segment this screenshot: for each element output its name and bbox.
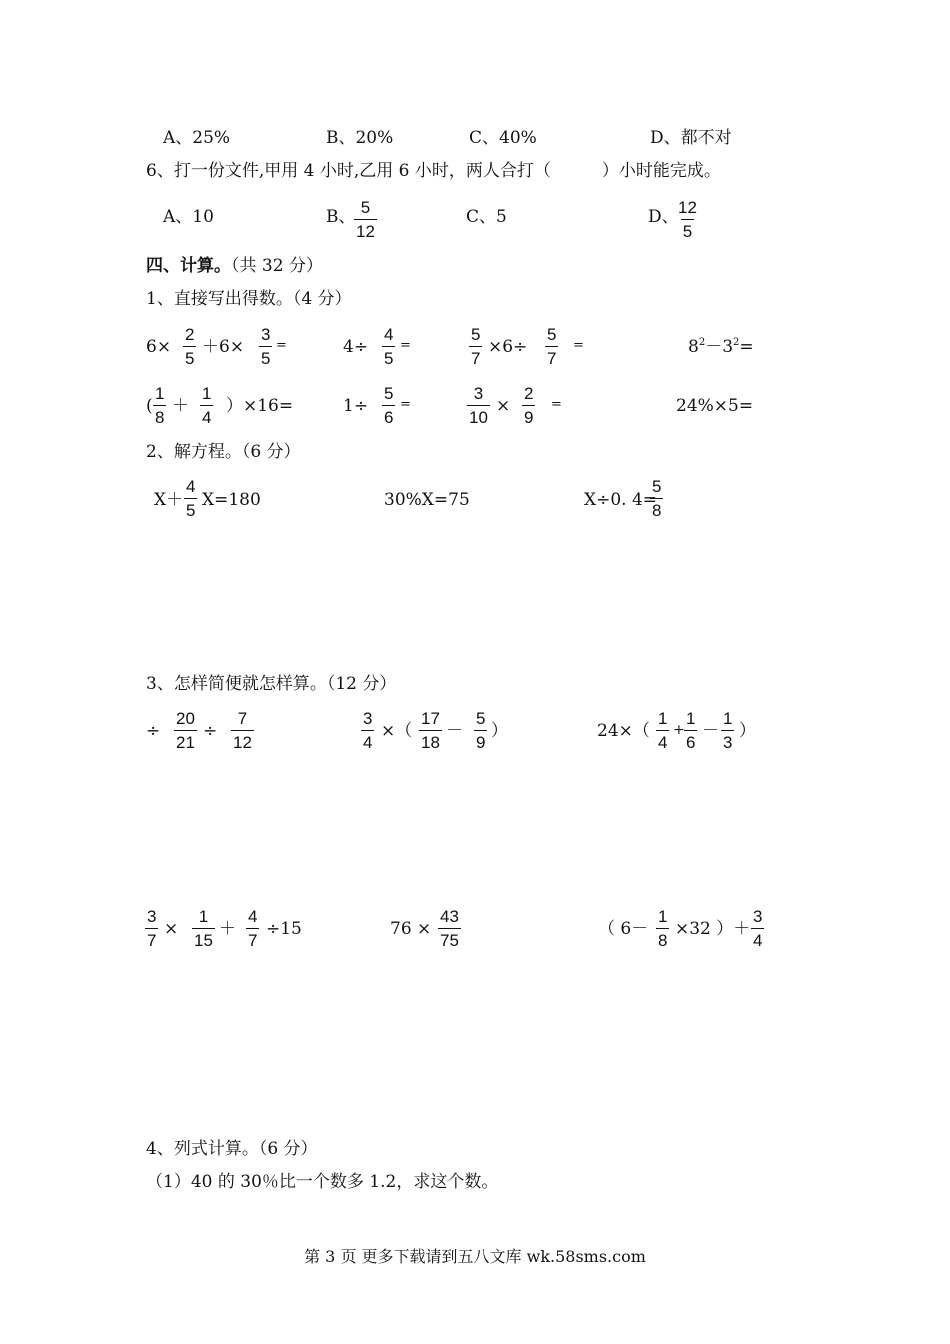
p1-r2-e2-fraction (382, 385, 395, 426)
numerator: 1 (658, 709, 668, 728)
denominator: 4 (656, 730, 669, 751)
p2-e1-fraction (184, 478, 197, 519)
p2-e3-fraction (650, 478, 663, 519)
part1-title: 1、直接写出得数。（4 分） (146, 289, 352, 309)
denominator: 8 (650, 498, 663, 519)
p1-r1-e2-fraction (382, 326, 395, 367)
numerator: 3 (753, 907, 763, 926)
numerator: 1 (198, 907, 209, 926)
denominator: 10 (467, 405, 490, 426)
p1-r1-e1-text2: ＋6× (202, 337, 245, 357)
p3-r2-e3-text1: （ 6－ (598, 919, 649, 939)
denominator: 5 (681, 219, 694, 240)
p3-r1-e1-text1: ÷ (146, 721, 161, 741)
q6-question: 6、打一份文件,甲用 4 小时,乙用 6 小时，两人合打（ ）小时能完成。 (146, 161, 721, 181)
exponent: 2 (733, 337, 740, 348)
numerator: 4 (384, 325, 394, 344)
p2-e3-text1: X÷0. 4= (584, 490, 658, 510)
denominator: 6 (684, 730, 697, 751)
section-heading (146, 258, 323, 275)
denominator: 7 (246, 928, 259, 949)
p1-r2-e1-text1: ( (146, 396, 153, 416)
minus-base: －3 (705, 337, 734, 357)
denominator: 7 (145, 928, 158, 949)
equals: = (739, 337, 754, 357)
p1-r1-e3-text1: ×6÷ (488, 337, 528, 357)
p3-r2-e1-fraction1 (145, 908, 158, 949)
p3-r1-e3-text4: ） (739, 721, 756, 741)
q5-option-a: A、25% (163, 128, 231, 148)
p3-r1-e3-text3: － (702, 721, 719, 741)
p3-r2-e2-fraction (438, 908, 461, 949)
p3-r2-e1-text2: ＋ (219, 919, 236, 939)
q5-option-d: D、都不对 (650, 128, 732, 148)
part4-question1: （1）40 的 30％比一个数多 1.2，求这个数。 (146, 1172, 499, 1192)
p1-r1-e4 (688, 339, 754, 356)
numerator: 3 (363, 709, 373, 728)
denominator: 75 (438, 928, 461, 949)
p3-r1-e3-fraction3 (721, 710, 734, 751)
denominator: 12 (354, 219, 377, 240)
p3-r1-e2-fraction3 (474, 710, 487, 751)
p3-r1-e1-fraction1 (174, 710, 197, 751)
p3-r2-e1-text1: × (164, 919, 179, 939)
denominator: 9 (522, 405, 535, 426)
p1-r1-e3-fraction1 (469, 326, 482, 367)
denominator: 5 (183, 346, 196, 367)
p3-r2-e1-fraction3 (246, 908, 259, 949)
base: 8 (688, 337, 699, 357)
numerator: 12 (678, 198, 697, 217)
exponent: 2 (698, 337, 706, 348)
p3-r2-e3-fraction1 (656, 908, 669, 949)
p3-r2-e1-fraction2 (192, 908, 215, 949)
p3-r2-e1-text3: ÷15 (266, 919, 302, 939)
q6-option-b-label: B、 (326, 207, 356, 227)
numerator: 4 (186, 477, 196, 496)
numerator: 7 (237, 709, 248, 728)
numerator: 20 (176, 709, 195, 728)
q5-option-c: C、40% (469, 128, 537, 148)
p3-r1-e3-text2: + (673, 722, 685, 738)
p1-r1-e1-text1: 6× (146, 337, 172, 357)
numerator: 1 (202, 384, 212, 403)
p3-r2-e2-text1: 76 × (390, 919, 432, 939)
p1-r1-e2-text1: 4÷ (343, 337, 369, 357)
part4-title: 4、列式计算。（6 分） (146, 1139, 318, 1159)
p3-r1-e2-fraction1 (361, 710, 374, 751)
numerator: 4 (248, 907, 258, 926)
p3-r1-e3-text1: 24×（ (597, 721, 650, 741)
denominator: 21 (174, 730, 197, 751)
denominator: 6 (382, 405, 395, 426)
denominator: 9 (474, 730, 487, 751)
q6-option-d-fraction (676, 199, 699, 240)
section-score: （共 32 分） (231, 256, 323, 276)
numerator: 2 (524, 384, 534, 403)
numerator: 5 (384, 384, 394, 403)
p1-r2-e3-fraction2 (522, 385, 535, 426)
p1-r1-e1-fraction2 (259, 326, 272, 367)
q6-option-a: A、10 (163, 207, 214, 227)
page-footer: 第 3 页 更多下载请到五八文库 wk.58sms.com (304, 1247, 646, 1266)
p1-r1-e3-equals: = (573, 338, 584, 353)
denominator: 15 (192, 928, 215, 949)
numerator: 1 (686, 709, 696, 728)
p1-r2-e3-fraction1 (467, 385, 490, 426)
p3-r1-e1-fraction2 (231, 710, 254, 751)
denominator: 8 (656, 928, 669, 949)
denominator: 3 (721, 730, 734, 751)
part2-title: 2、解方程。（6 分） (146, 442, 301, 462)
p1-r2-e3-text1: × (496, 396, 511, 416)
p1-r1-e2-equals: = (400, 338, 411, 353)
denominator: 4 (361, 730, 374, 751)
p1-r2-e2-text1: 1÷ (343, 396, 369, 416)
numerator: 5 (360, 198, 371, 217)
q6-option-b-fraction (354, 199, 377, 240)
p3-r1-e3-fraction2 (684, 710, 697, 751)
numerator: 3 (147, 907, 157, 926)
p3-r2-e3-text2: ×32 ）＋ (675, 919, 751, 939)
denominator: 5 (184, 498, 197, 519)
numerator: 3 (261, 325, 271, 344)
p1-r2-e2-equals: = (400, 397, 411, 412)
p3-r1-e2-text1: ×（ (381, 721, 413, 741)
p1-r2-e1-text3: ）×16= (226, 396, 294, 416)
p3-r1-e1-text2: ÷ (203, 721, 218, 741)
numerator: 17 (421, 709, 440, 728)
numerator: 43 (440, 907, 459, 926)
p3-r1-e3-fraction1 (656, 710, 669, 751)
q5-option-b: B、20% (326, 128, 394, 148)
numerator: 1 (658, 907, 668, 926)
numerator: 5 (652, 477, 662, 496)
denominator: 12 (231, 730, 254, 751)
p1-r1-e1-equals: = (276, 338, 287, 353)
denominator: 4 (751, 928, 764, 949)
denominator: 7 (469, 346, 482, 367)
part3-title: 3、怎样简便就怎样算。（12 分） (146, 674, 397, 694)
denominator: 7 (545, 346, 558, 367)
denominator: 18 (419, 730, 442, 751)
numerator: 3 (473, 384, 484, 403)
q6-option-d-label: D、 (648, 207, 679, 227)
denominator: 5 (382, 346, 395, 367)
p3-r1-e2-fraction2 (419, 710, 442, 751)
p1-r2-e3-equals: = (551, 397, 562, 412)
p1-r1-e3-fraction2 (545, 326, 558, 367)
numerator: 5 (471, 325, 481, 344)
p1-r2-e4: 24%×5= (676, 396, 754, 416)
denominator: 8 (153, 405, 166, 426)
p1-r2-e1-fraction2 (200, 385, 213, 426)
numerator: 5 (547, 325, 557, 344)
numerator: 5 (476, 709, 486, 728)
numerator: 1 (155, 384, 165, 403)
p1-r2-e1-text2: ＋ (172, 396, 189, 416)
p2-e2: 30%X=75 (384, 490, 470, 510)
p3-r2-e3-fraction2 (751, 908, 764, 949)
p3-r1-e2-text3: ） (491, 721, 508, 741)
p3-r1-e2-text2: － (446, 721, 463, 741)
numerator: 2 (185, 325, 195, 344)
p1-r2-e1-fraction1 (153, 385, 166, 426)
numerator: 1 (723, 709, 733, 728)
denominator: 5 (259, 346, 272, 367)
p2-e1-text1: X＋ (154, 490, 184, 510)
section-title: 四、计算。 (146, 256, 231, 276)
p2-e1-text2: X=180 (202, 490, 261, 510)
q6-option-c: C、5 (466, 207, 507, 227)
p1-r1-e1-fraction1 (183, 326, 196, 367)
denominator: 4 (200, 405, 213, 426)
